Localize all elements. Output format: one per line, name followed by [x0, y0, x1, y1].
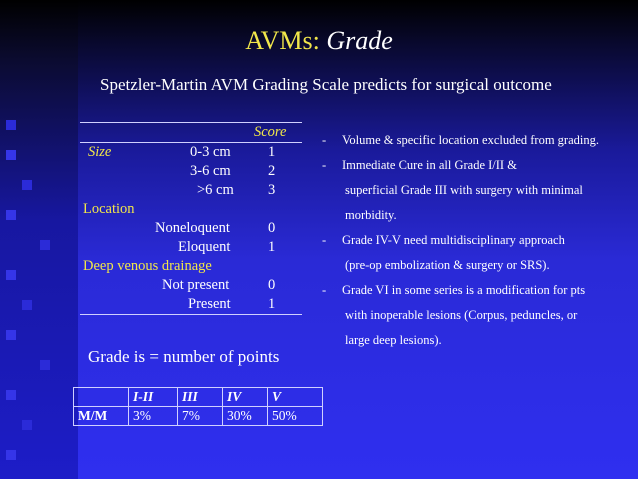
- grading-score-table: [80, 120, 302, 315]
- drainage-row-label: Not present: [162, 277, 230, 293]
- list-item: [322, 128, 634, 153]
- size-row-score: 3: [268, 182, 276, 198]
- bullet-dash: -: [322, 158, 327, 172]
- table-header-row: [74, 388, 323, 407]
- left-decorative-strip: [0, 0, 78, 479]
- bullet-text-line: with inoperable lesions (Corpus, peduncles, or: [345, 308, 578, 322]
- mm-row-label: M/M: [74, 407, 129, 426]
- table-bottom-rule: [80, 314, 302, 315]
- drainage-label: Deep venous drainage: [83, 258, 212, 274]
- decor-square: [22, 300, 32, 310]
- bullet-text-line: Grade VI in some series is a modification for pts: [342, 283, 586, 297]
- table-row: [74, 407, 323, 426]
- morbidity-mortality-table: [73, 387, 323, 426]
- table-header-rule: [80, 142, 302, 143]
- decor-square: [6, 120, 16, 130]
- location-row-score: 1: [268, 239, 276, 255]
- decor-square: [6, 150, 16, 160]
- decor-square: [6, 210, 16, 220]
- bullet-text-line: large deep lesions).: [345, 333, 442, 347]
- bullet-text-line: Grade IV-V need multidisciplinary approach: [342, 233, 565, 247]
- list-item: [322, 278, 634, 353]
- decor-square: [6, 270, 16, 280]
- drainage-row-label: Present: [188, 296, 231, 312]
- grade-definition: Grade is = number of points: [88, 347, 280, 366]
- bullet-text-line: superficial Grade III with surgery with minimal: [345, 183, 583, 197]
- size-row-score: 1: [268, 144, 276, 160]
- bullet-text-line: (pre-op embolization & surgery or SRS).: [345, 258, 550, 272]
- grade-header: IV: [223, 388, 268, 407]
- size-row-score: 2: [268, 163, 276, 179]
- size-row-label: 3-6 cm: [190, 163, 231, 179]
- decor-square: [6, 330, 16, 340]
- location-row-label: Noneloquent: [155, 220, 230, 236]
- bullet-text-line: Immediate Cure in all Grade I/II &: [342, 158, 517, 172]
- slide-subtitle: Spetzler-Martin AVM Grading Scale predicts for surgical outcome: [100, 75, 552, 94]
- table-corner-cell: [74, 388, 129, 407]
- slide-title: [0, 26, 638, 56]
- list-item: [322, 228, 634, 278]
- slide-title-italic: Grade: [326, 26, 393, 55]
- grade-header: III: [178, 388, 223, 407]
- decor-square: [6, 450, 16, 460]
- bullet-list: [322, 128, 634, 353]
- size-label: Size: [88, 144, 112, 160]
- bullet-text-line: morbidity.: [345, 208, 397, 222]
- location-row-label: Eloquent: [178, 239, 231, 255]
- bullet-dash: -: [322, 283, 327, 297]
- decor-square: [22, 180, 32, 190]
- slide-title-main: AVMs:: [245, 26, 327, 55]
- bullet-dash: -: [322, 233, 327, 247]
- mm-value: 50%: [268, 407, 323, 426]
- decor-square: [6, 390, 16, 400]
- decor-square: [22, 420, 32, 430]
- mm-value: 7%: [178, 407, 223, 426]
- table-top-rule: [80, 122, 302, 123]
- mm-value: 30%: [223, 407, 268, 426]
- bullet-dash: -: [322, 133, 327, 147]
- decor-square: [40, 360, 50, 370]
- score-column-header: Score: [254, 124, 287, 140]
- location-row-score: 0: [268, 220, 276, 236]
- size-row-label: >6 cm: [197, 182, 234, 198]
- drainage-row-score: 0: [268, 277, 276, 293]
- mm-value: 3%: [129, 407, 178, 426]
- location-label: Location: [83, 201, 135, 217]
- decor-square: [40, 240, 50, 250]
- bullet-text-line: Volume & specific location excluded from grading.: [342, 133, 599, 147]
- grade-header: I-II: [129, 388, 178, 407]
- size-row-label: 0-3 cm: [190, 144, 231, 160]
- grade-header: V: [268, 388, 323, 407]
- drainage-row-score: 1: [268, 296, 276, 312]
- list-item: [322, 153, 634, 228]
